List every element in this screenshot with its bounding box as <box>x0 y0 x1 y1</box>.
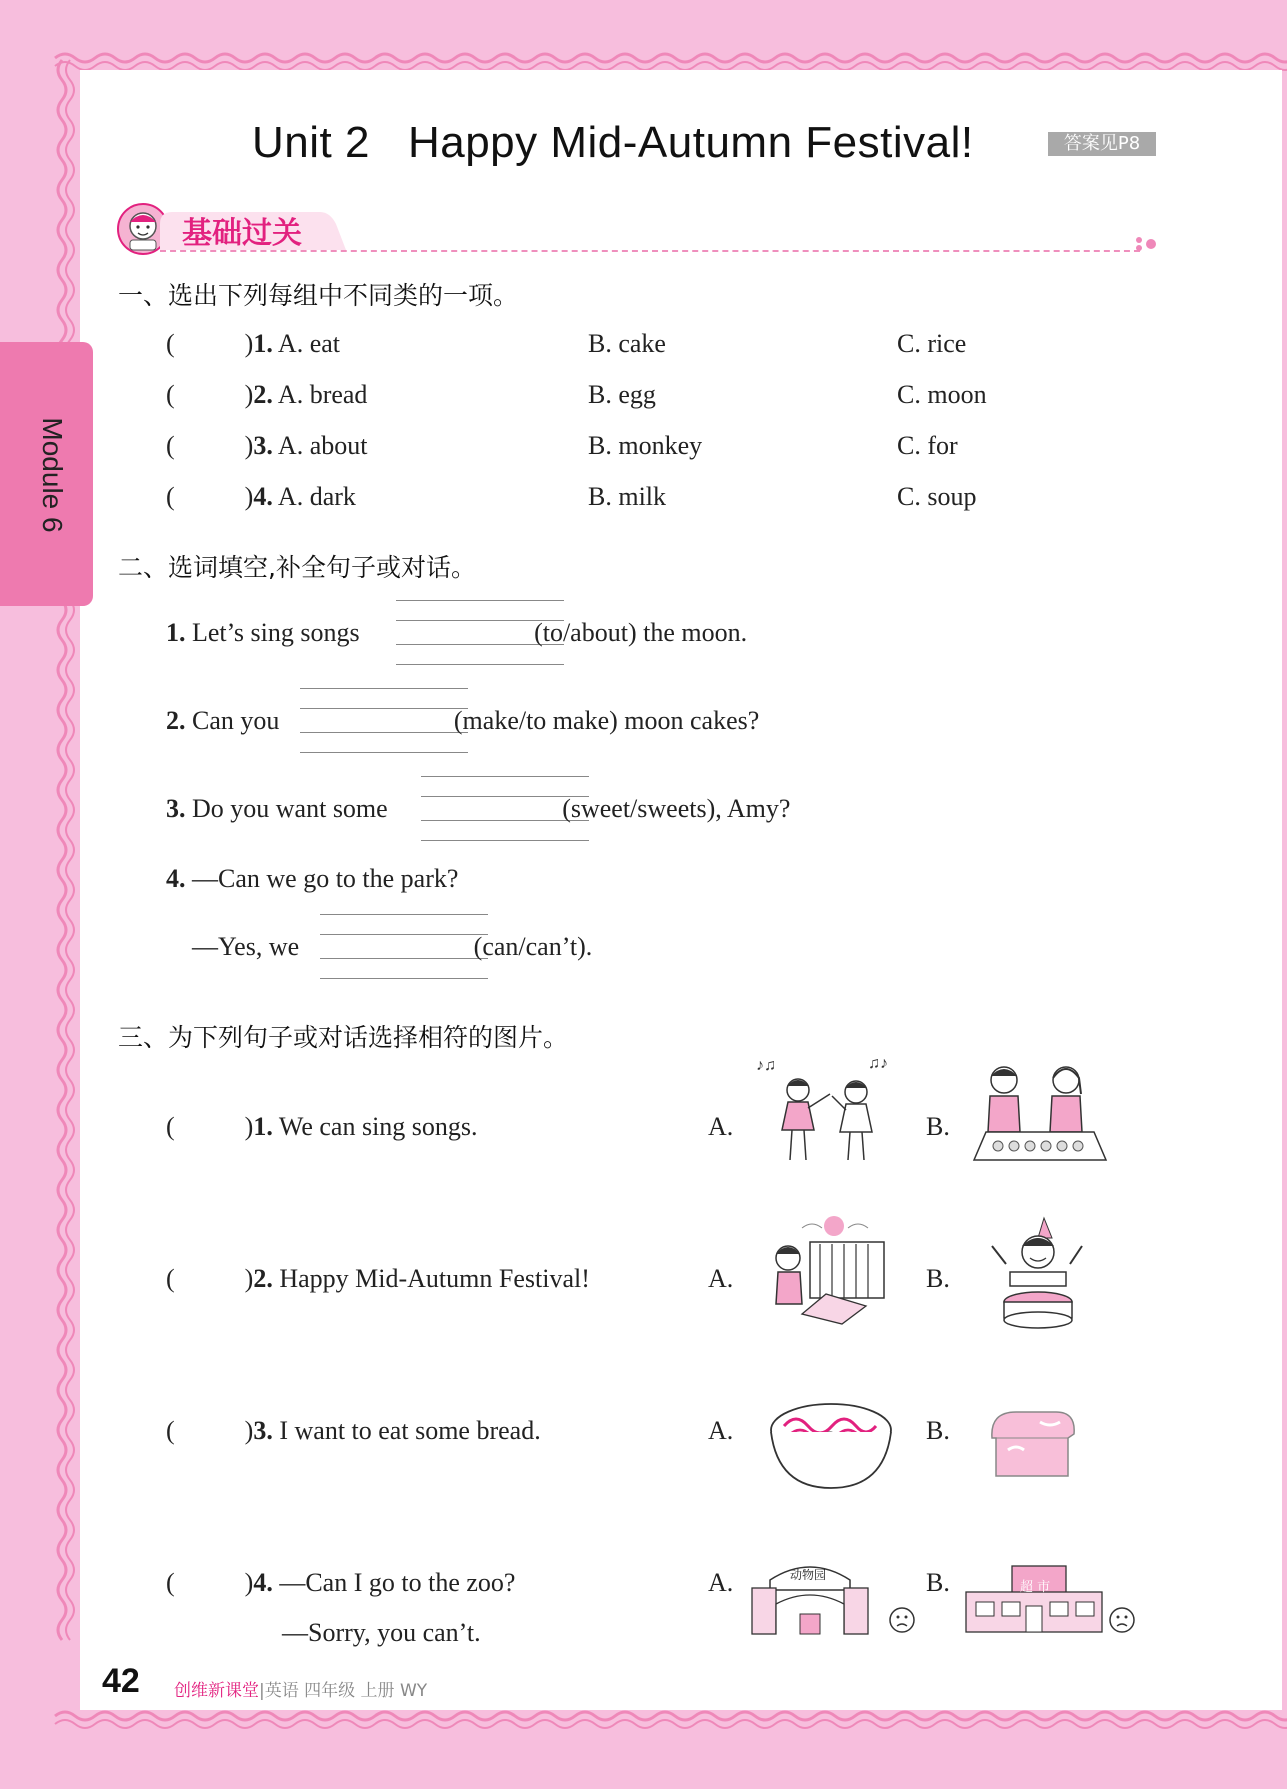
part2-q4 <box>166 864 458 894</box>
q-num: 2. <box>166 706 186 735</box>
q-text-after: (sweet/sweets), Amy? <box>562 794 791 823</box>
q-text: We can sing songs. <box>278 1112 478 1141</box>
zoo-sign-text: 动物园 <box>790 1568 827 1582</box>
option-a: A. eat <box>277 329 341 358</box>
q-num: 1. <box>253 329 273 358</box>
supermarket-picture <box>962 1562 1106 1636</box>
writing-line <box>300 752 468 753</box>
part2-q2 <box>166 706 759 736</box>
q-num: 1. <box>166 618 186 647</box>
option-b-label: B. <box>926 1264 950 1293</box>
option-b-label: B. <box>926 1416 950 1445</box>
section-divider <box>160 250 1140 252</box>
q-num: 4. <box>253 1568 273 1597</box>
q-text-after: (to/about) the moon. <box>534 618 748 647</box>
option-a-label: A. <box>708 1112 734 1141</box>
part1-q3-option-c: C. for <box>897 431 958 460</box>
q-text: I want to eat some bread. <box>279 1416 541 1445</box>
part2-q3 <box>166 794 790 824</box>
unit-title: Happy Mid-Autumn Festival! <box>407 118 974 167</box>
book-details: 英语 四年级 上册 WY <box>264 1681 428 1701</box>
series-name: 创维新课堂 <box>174 1681 259 1701</box>
answer-reference-badge: 答案见P8 <box>1048 132 1156 156</box>
option-a-label: A. <box>708 1568 734 1597</box>
part1-q1-option-c: C. rice <box>897 329 967 358</box>
part1-q3: ( )3. A. about <box>166 431 368 460</box>
part1-q4-option-b: B. milk <box>588 482 667 511</box>
part2-q4-reply <box>192 932 592 962</box>
svg-text:♫♪: ♫♪ <box>868 1055 888 1072</box>
option-a-label: A. <box>708 1416 734 1445</box>
page-number: 42 <box>102 1662 140 1700</box>
noodle-bowl-picture <box>768 1400 894 1492</box>
q-text-before: Can you <box>192 706 280 735</box>
part1-q2-option-b: B. egg <box>588 380 656 409</box>
option-a: A. dark <box>277 482 356 511</box>
part1-q1-option-b: B. cake <box>588 329 666 358</box>
svg-text:♪♫: ♪♫ <box>756 1057 776 1074</box>
part1-q4-option-c: C. soup <box>897 482 977 511</box>
sad-face-icon <box>1108 1606 1136 1634</box>
part1-q4: ( )4. A. dark <box>166 482 356 511</box>
part3-q3: ( )3. I want to eat some bread. <box>166 1416 541 1445</box>
part1-q1: ( )1. A. eat <box>166 329 341 358</box>
part1-q2: ( )2. A. bread <box>166 380 368 409</box>
q-text: —Can I go to the zoo? <box>279 1568 516 1597</box>
part1-q2-option-c: C. moon <box>897 380 987 409</box>
sad-face-icon <box>888 1606 916 1634</box>
option-b-label: B. <box>926 1112 950 1141</box>
q-num: 3. <box>253 431 273 460</box>
moon-festival-picture <box>762 1214 892 1326</box>
module-tab <box>0 342 93 606</box>
part3-q1: ( )1. We can sing songs. <box>166 1112 478 1141</box>
writing-line <box>396 664 564 665</box>
part3-q4-reply: —Sorry, you can’t. <box>282 1618 481 1647</box>
q-num: 4. <box>253 482 273 511</box>
part2-heading: 二、选词填空,补全句子或对话。 <box>118 553 476 582</box>
writing-line <box>300 688 468 689</box>
q-num: 1. <box>253 1112 273 1141</box>
singing-kids-picture <box>748 1052 918 1172</box>
option-a-label: A. <box>708 1264 734 1293</box>
q-text-line1: —Can we go to the park? <box>192 864 459 893</box>
q-text-before: —Yes, we <box>192 932 300 961</box>
writing-line <box>396 600 564 601</box>
unit-label: Unit 2 <box>252 118 370 167</box>
q-num: 2. <box>253 1264 273 1293</box>
q-num: 3. <box>166 794 186 823</box>
footer-series <box>174 1676 427 1701</box>
part3-q4: ( )4. —Can I go to the zoo? <box>166 1568 516 1597</box>
q-num: 3. <box>253 1416 273 1445</box>
part1-heading: 一、选出下列每组中不同类的一项。 <box>118 281 519 310</box>
q-text: Happy Mid-Autumn Festival! <box>279 1264 590 1293</box>
q-text-before: Do you want some <box>192 794 388 823</box>
footer-divider: | <box>259 1681 265 1701</box>
section-banner-label: 基础过关 <box>182 216 302 251</box>
option-b-label: B. <box>926 1568 950 1597</box>
part3-heading: 三、为下列句子或对话选择相符的图片。 <box>118 1023 569 1052</box>
dots-icon <box>1134 236 1160 252</box>
writing-line <box>421 776 589 777</box>
bread-loaf-picture <box>986 1404 1078 1480</box>
option-a: A. about <box>277 431 368 460</box>
q-num: 4. <box>166 864 186 893</box>
q-num: 2. <box>253 380 273 409</box>
writing-line <box>421 840 589 841</box>
q-text-after: (can/can’t). <box>473 932 593 961</box>
q-text-after: (make/to make) moon cakes? <box>453 706 760 735</box>
making-mooncakes-picture <box>970 1060 1110 1166</box>
part2-q1 <box>166 618 747 648</box>
option-a: A. bread <box>277 380 368 409</box>
writing-line <box>320 978 488 979</box>
q-text-before: Let’s sing songs <box>192 618 360 647</box>
birthday-cake-picture <box>988 1216 1086 1334</box>
module-label: Module 6 <box>37 417 68 533</box>
page-title <box>252 118 974 168</box>
supermarket-sign-text: 超 市 <box>1020 1580 1051 1595</box>
part3-q2: ( )2. Happy Mid-Autumn Festival! <box>166 1264 590 1293</box>
part1-q3-option-b: B. monkey <box>588 431 703 460</box>
writing-line <box>320 914 488 915</box>
